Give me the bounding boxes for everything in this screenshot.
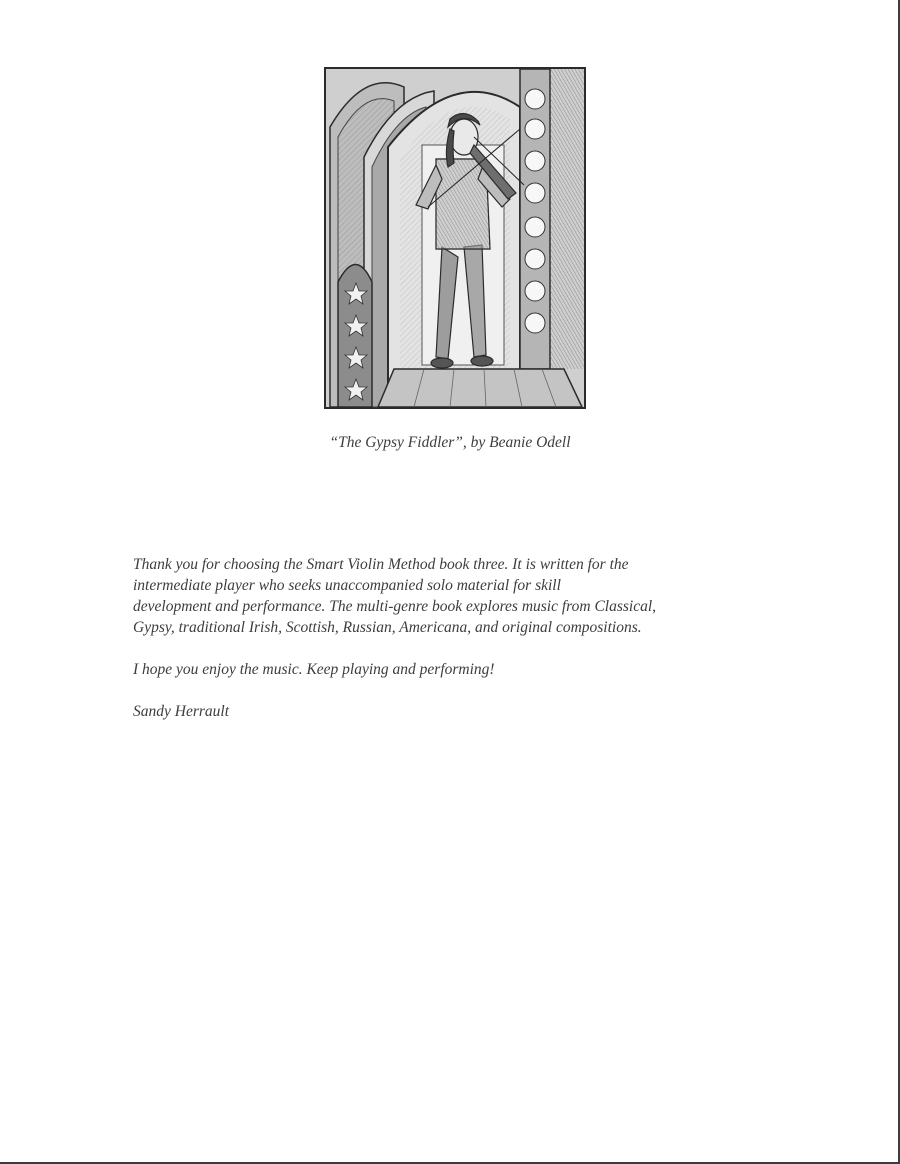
- intro-paragraph: [133, 554, 773, 638]
- illustration-drawing: [324, 67, 586, 409]
- intro-text-block: [133, 554, 773, 743]
- intro-line: intermediate player who seeks unaccompanied solo material for skill: [133, 577, 561, 594]
- author-signature: Sandy Herrault: [133, 703, 230, 720]
- gypsy-fiddler-illustration: [324, 67, 586, 409]
- closing-paragraph: I hope you enjoy the music. Keep playing and performing!: [133, 661, 495, 678]
- intro-line: Gypsy, traditional Irish, Scottish, Russian, Americana, and original compositions.: [133, 619, 642, 636]
- intro-line: development and performance. The multi-genre book explores music from Classical,: [133, 598, 657, 615]
- intro-line: Thank you for choosing the Smart Violin Method book three. It is written for the: [133, 556, 629, 573]
- figure-caption: “The Gypsy Fiddler”, by Beanie Odell: [329, 434, 571, 451]
- stage-floor: [378, 369, 582, 407]
